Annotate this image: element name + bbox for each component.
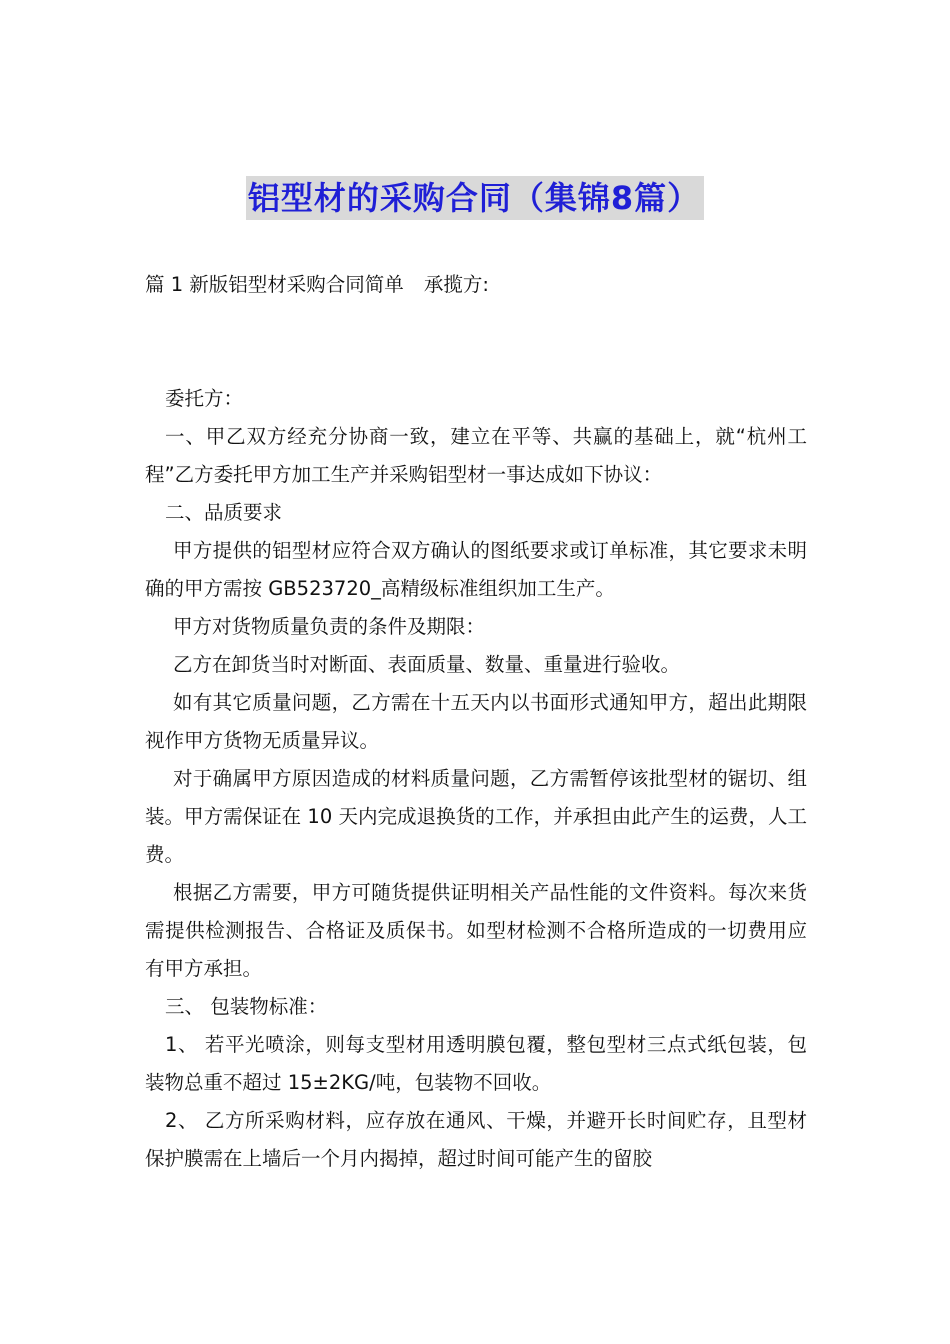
paragraph: 2、 乙方所采购材料，应存放在通风、干燥，并避开长时间贮存，且型材保护膜需在上墙后一个月内揭掉，超过时间可能产生的留胶 <box>145 1109 807 1170</box>
document-body <box>145 380 807 1178</box>
section-heading <box>145 266 489 304</box>
paragraph: 二、品质要求 <box>165 501 283 524</box>
document-title: 铝型材的采购合同（集锦8篇） <box>246 176 704 220</box>
paragraph: 乙方在卸货当时对断面、表面质量、数量、重量进行验收。 <box>173 653 681 676</box>
paragraph: 甲方提供的铝型材应符合双方确认的图纸要求或订单标准，其它要求未明确的甲方需按 GB523720_高精级标准组织加工生产。 <box>145 539 807 600</box>
paragraph: 根据乙方需要，甲方可随货提供证明相关产品性能的文件资料。每次来货需提供检测报告、合格证及质保书。如型材检测不合格所造成的一切费用应有甲方承担。 <box>145 881 807 980</box>
paragraph: 委托方： <box>165 387 244 410</box>
section-heading-title: 篇 1 新版铝型材采购合同简单 <box>145 273 404 296</box>
section-heading-contractor: 承揽方: <box>423 273 489 296</box>
paragraph: 三、 包装物标准： <box>165 995 328 1018</box>
paragraph: 一、甲乙双方经充分协商一致，建立在平等、共赢的基础上，就“杭州工程”乙方委托甲方加工生产并采购铝型材一事达成如下协议： <box>145 425 807 486</box>
title-container <box>0 176 950 220</box>
paragraph: 如有其它质量问题，乙方需在十五天内以书面形式通知甲方，超出此期限视作甲方货物无质量异议。 <box>145 691 807 752</box>
paragraph: 对于确属甲方原因造成的材料质量问题，乙方需暂停该批型材的锯切、组装。甲方需保证在 10 天内完成退换货的工作，并承担由此产生的运费，人工费。 <box>145 767 807 866</box>
paragraph: 1、 若平光喷涂，则每支型材用透明膜包覆，整包型材三点式纸包装，包装物总重不超过 15±2KG/吨，包装物不回收。 <box>145 1033 807 1094</box>
paragraph: 甲方对货物质量负责的条件及期限： <box>173 615 486 638</box>
